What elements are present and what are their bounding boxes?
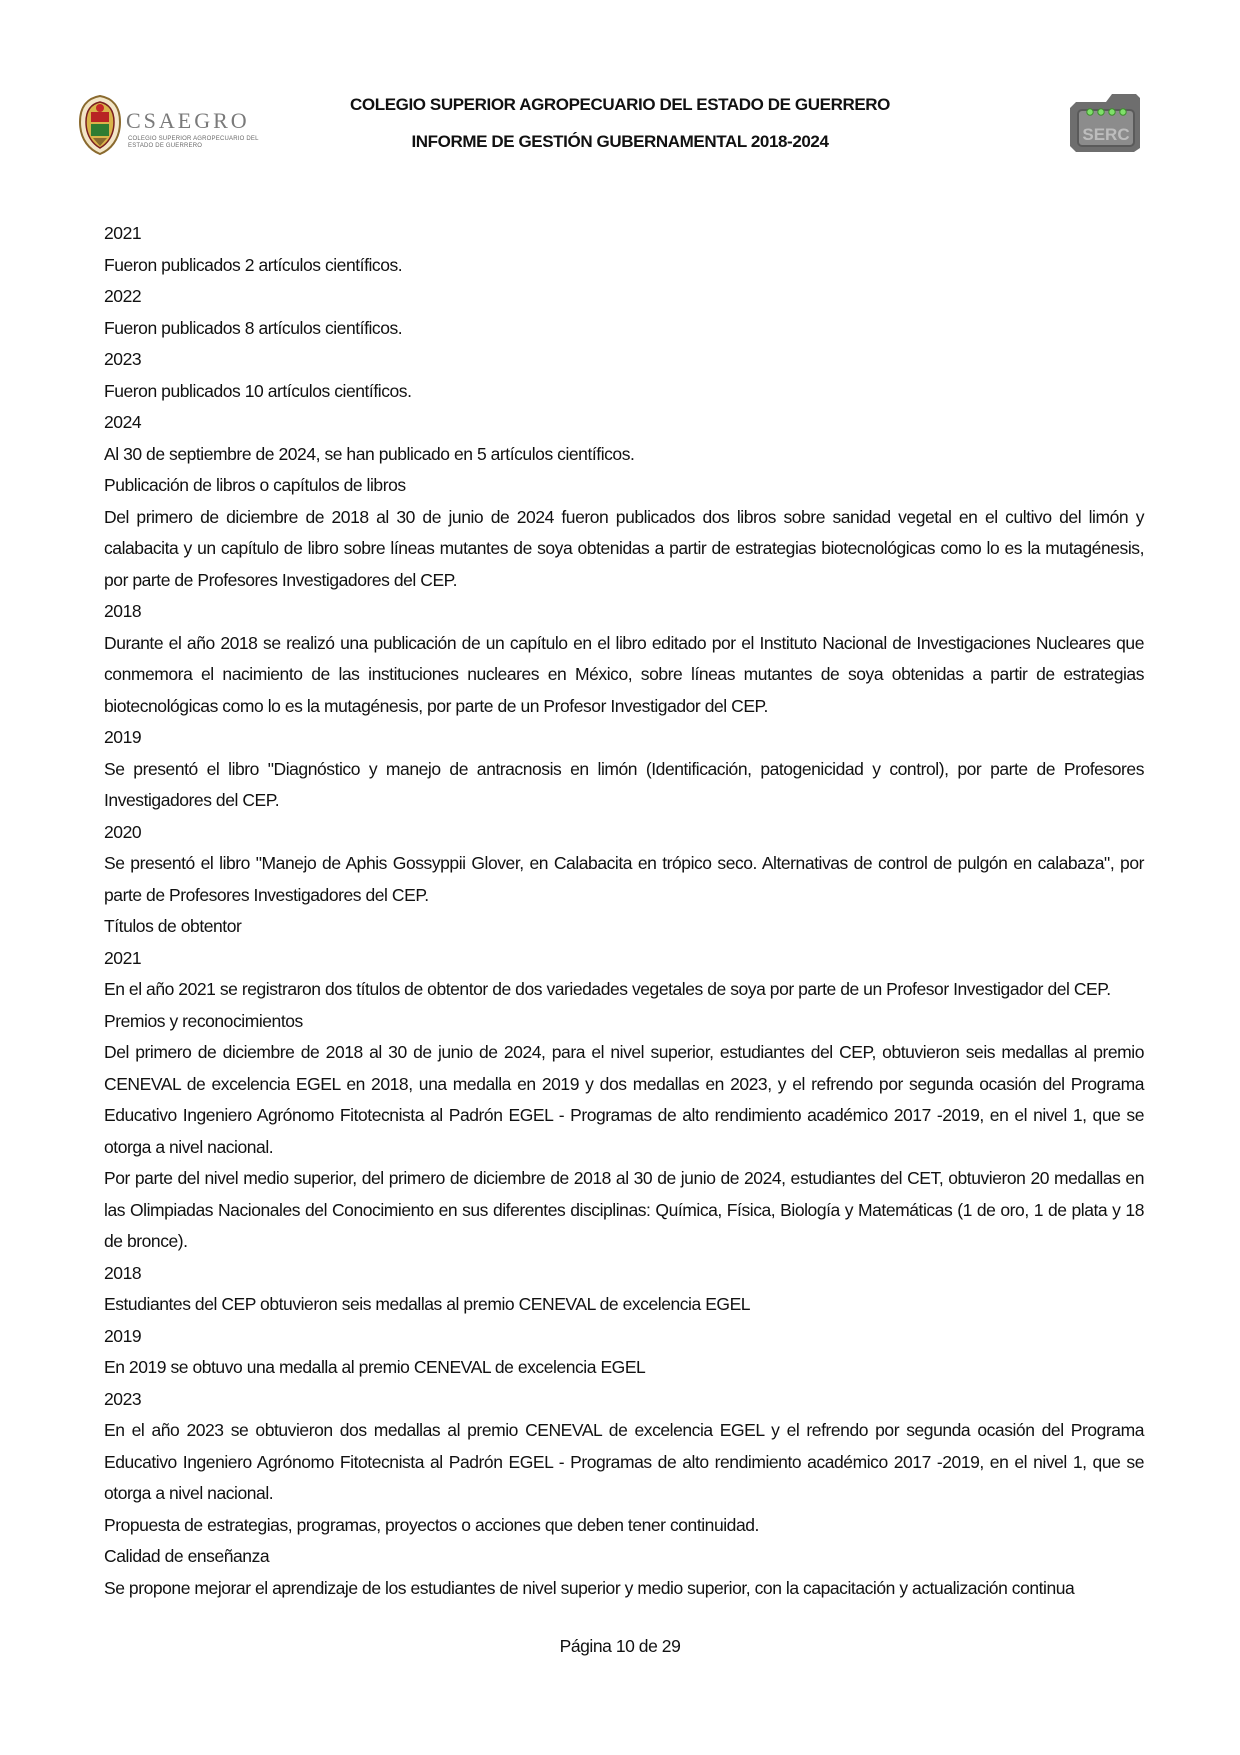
paragraph: Se presentó el libro "Manejo de Aphis Gossyppii Glover, en Calabacita en trópico seco. Alternativas de control de pulgón en calabaza", por parte de Profesores Investigadores del CEP. <box>104 853 1144 905</box>
paragraph: Del primero de diciembre de 2018 al 30 de junio de 2024, para el nivel superior, estudiantes del CEP, obtuvieron seis medallas al premio CENEVAL de excelencia EGEL en 2018, una medalla en 2019 y dos medallas en 2023, y el refrendo por segunda ocasión del Programa Educativo Ingeniero Agrónomo Fitotecnista al Padrón EGEL - Programas de alto rendimiento académico 2017 -2019, en el nivel 1, que se otorga a nivel nacional. <box>104 1042 1144 1157</box>
year-heading: 2019 <box>104 727 142 747</box>
paragraph: Propuesta de estrategias, programas, proyectos o acciones que deben tener continuidad. <box>104 1514 759 1535</box>
page-number: Página 10 de 29 <box>559 1636 681 1656</box>
year-heading: 2023 <box>104 1388 142 1409</box>
year-heading: 2024 <box>104 412 142 432</box>
page-footer <box>0 1636 1240 1657</box>
paragraph: Estudiantes del CEP obtuvieron seis medallas al premio CENEVAL de excelencia EGEL <box>104 1294 751 1314</box>
paragraph: Durante el año 2018 se realizó una publicación de un capítulo en el libro editado por el Instituto Nacional de Investigaciones Nucleares que conmemora el nacimiento de las instituciones nucleares en México, sobre líneas mutantes de soya obtenidas a partir de estrategias biotecnológicas como lo es la mutagénesis, por parte de un Profesor Investigador del CEP. <box>104 632 1144 716</box>
header-titles <box>300 94 940 153</box>
year-heading: 2020 <box>104 821 142 842</box>
logo-wordmark: CSAEGRO <box>126 108 250 133</box>
year-heading: 2019 <box>104 1325 142 1346</box>
paragraph: Se propone mejorar el aprendizaje de los estudiantes de nivel superior y medio superior, con la capacitación y actualización continua <box>104 1577 1075 1598</box>
paragraph: Del primero de diciembre de 2018 al 30 de junio de 2024 fueron publicados dos libros sobre sanidad vegetal en el cultivo del limón y calabacita y un capítulo de libro sobre líneas mutantes de soya obtenidas a partir de estrategias biotecnológicas como lo es la mutagénesis, por parte de Profesores Investigadores del CEP. <box>104 506 1144 590</box>
paragraph: Fueron publicados 10 artículos científicos. <box>104 380 412 401</box>
year-heading: 2023 <box>104 349 142 369</box>
crest-icon <box>78 94 122 156</box>
year-heading: 2022 <box>104 286 142 306</box>
section-heading: Calidad de enseñanza <box>104 1546 270 1566</box>
year-heading: 2021 <box>104 223 142 243</box>
header-title-institution: COLEGIO SUPERIOR AGROPECUARIO DEL ESTADO DE GUERRERO <box>350 95 890 114</box>
paragraph: Al 30 de septiembre de 2024, se han publicado en 5 artículos científicos. <box>104 443 635 464</box>
serc-logo <box>1062 88 1148 156</box>
paragraph: Se presentó el libro "Diagnóstico y manejo de antracnosis en limón (Identificación, patogenicidad y control), por parte de Profesores Investigadores del CEP. <box>104 758 1144 810</box>
serc-logo-text: SERC <box>1082 125 1130 144</box>
section-heading: Premios y reconocimientos <box>104 1010 303 1031</box>
year-heading: 2018 <box>104 1262 142 1283</box>
paragraph: En el año 2021 se registraron dos títulos de obtentor de dos variedades vegetales de soya por parte de un Profesor Investigador del CEP. <box>104 979 1111 999</box>
page-body <box>104 218 1144 1604</box>
csaegro-logo <box>78 94 268 158</box>
serc-logo-icon <box>1062 88 1148 156</box>
year-heading: 2018 <box>104 601 142 621</box>
year-heading: 2021 <box>104 947 142 968</box>
paragraph: Fueron publicados 8 artículos científicos. <box>104 317 403 338</box>
page-header <box>0 0 1240 200</box>
paragraph: En 2019 se obtuvo una medalla al premio CENEVAL de excelencia EGEL <box>104 1357 646 1377</box>
paragraph: En el año 2023 se obtuvieron dos medallas al premio CENEVAL de excelencia EGEL y el refrendo por segunda ocasión del Programa Educativo Ingeniero Agrónomo Fitotecnista al Padrón EGEL - Programas de alto rendimiento académico 2017 -2019, en el nivel 1, que se otorga a nivel nacional. <box>104 1420 1144 1503</box>
section-heading: Títulos de obtentor <box>104 916 242 936</box>
paragraph: Por parte del nivel medio superior, del primero de diciembre de 2018 al 30 de junio de 2024, estudiantes del CET, obtuvieron 20 medallas en las Olimpiadas Nacionales del Conocimiento en sus diferentes disciplinas: Química, Física, Biología y Matemáticas (1 de oro, 1 de plata y 18 de bronce). <box>104 1168 1144 1251</box>
logo-subtext: COLEGIO SUPERIOR AGROPECUARIO DEL ESTADO DE GUERRERO <box>128 136 259 149</box>
paragraph: Fueron publicados 2 artículos científicos. <box>104 254 403 275</box>
section-heading: Publicación de libros o capítulos de libros <box>104 475 406 495</box>
header-title-report: INFORME DE GESTIÓN GUBERNAMENTAL 2018-2024 <box>411 132 829 151</box>
